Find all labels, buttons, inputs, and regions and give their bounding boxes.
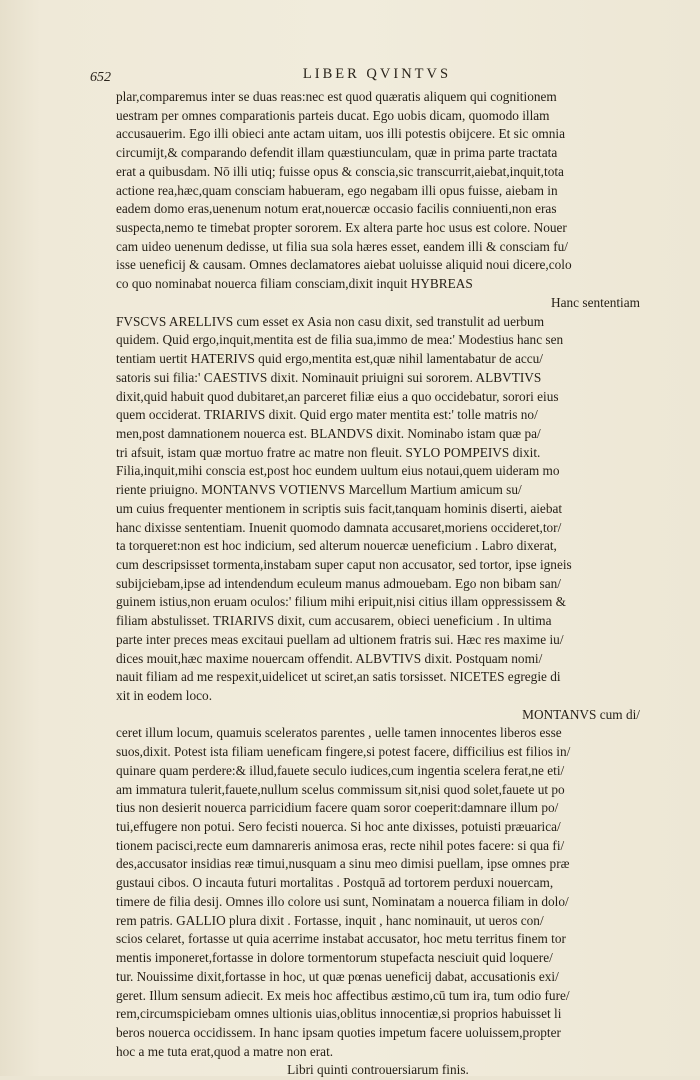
- text-line: circumijt,& comparando defendit illam quæstiunculam, quæ in prima parte tractata: [116, 145, 558, 161]
- text-line: tui,effugere non potui. Sero fecisti nouerca. Si hoc ante dixisses, potuisti præuarica/: [116, 819, 561, 835]
- text-line: cum descripsisset tormenta,instabam super caput non accusator, sed tortor, ipse igneis: [116, 556, 572, 572]
- text-line: suspecta,nemo te timebat propter sororem. Ex altera parte hoc usus est colore. Nouer: [116, 220, 567, 236]
- page-number: 652: [90, 70, 111, 85]
- text-line: cam uideo uenenum dedisse, ut filia sua sola hæres esset, eandem illi & consciam fu/: [116, 238, 568, 254]
- text-line: tentiam uertit HATERIVS quid ergo,mentita est,quæ nihil lamentabatur de accu/: [116, 351, 543, 367]
- running-head: LIBER QVINTVS: [302, 66, 452, 82]
- text-line: parte inter preces meas excitaui puellam ad ultionem fratris sui. Hæc res maxime iu/: [116, 631, 564, 647]
- text-line: quem occiderat. TRIARIVS dixit. Quid ergo mater mentita est:' tolle matris no/: [116, 407, 538, 423]
- text-line: guinem istius,non eruam oculos:' filium mihi eripuit,nisi citius illam oppressissem &: [116, 594, 567, 610]
- text-line: ceret illum locum, quamuis sceleratos parentes , uelle tamen innocentes liberos esse: [116, 725, 562, 741]
- text-line: am immatura tulerit,fauete,nullum scelus commissum sit,nisi quod solet,fauete ut po: [116, 781, 565, 797]
- text-line: dices mouit,hæc maxime nouercam offendit. ALBVTIVS dixit. Postquam nomi/: [116, 650, 543, 666]
- text-line: uestram per omnes comparationis parteis ducat. Ego uobis dicam, quomodo illam: [116, 107, 550, 123]
- text-line: quidem. Quid ergo,inquit,mentita est de filia sua,immo de mea:' Modestius hanc sen: [116, 332, 564, 348]
- text-line: hanc dixisse sententiam. Inuenit quomodo damnata accusaret,moriens occideret,tor/: [116, 519, 562, 535]
- text-line: scios celaret, fortasse ut quia acerrime instabat accusator, hoc metu territus finem tor: [116, 931, 566, 947]
- text-line: isse ueneficij & causam. Omnes declamatores aiebat uoluisse aliquid noui dicere,colo: [116, 257, 572, 273]
- text-line: beros nouerca occidissem. In hanc ipsam quoties impetum facere uoluissem,propter: [116, 1024, 561, 1040]
- text-line: quinare quam perdere:& illud,fauete seculo iudices,cum ingentia scelera ferat,ne eti/: [116, 762, 565, 778]
- text-line: erat a quibusdam. Nō illi utiq; fuisse opus & conscia,sic transcurrit,aiebat,inquit,tota: [116, 163, 564, 179]
- text-line: MONTANVS cum di/: [522, 706, 640, 722]
- text-line: riente priuigno. MONTANVS VOTIENVS Marcellum Martium amicum su/: [116, 482, 522, 498]
- text-line: satoris sui filia:' CAESTIVS dixit. Nominauit priuigni sui sororem. ALBVTIVS: [116, 369, 542, 385]
- text-line: FVSCVS ARELLIVS cum esset ex Asia non casu dixit, sed transtulit ad uerbum: [116, 313, 545, 329]
- text-line: nauit filiam ad me respexit,uidelicet ut sciret,an satis torsisset. NICETES egregie di: [116, 669, 561, 685]
- text-line: ta torqueret:non est hoc indicium, sed alterum nouercæ ueneficium . Labro dixerat,: [116, 538, 557, 554]
- text-line: tur. Nouissime dixit,fortasse in hoc, ut quæ pœnas ueneficij dabat, accusationis exi/: [116, 968, 559, 984]
- text-line: filiam abstulisset. TRIARIVS dixit, cum accusarem, obieci ueneficium . In ultima: [116, 613, 552, 629]
- text-line: gustaui cibos. O incauta futuri mortalitas . Postquā ad tortorem perduxi nouercam,: [116, 875, 554, 891]
- text-line: timere de filia desij. Omnes illo colore usi sunt, Nominatam a nouerca filiam in dolo/: [116, 893, 569, 909]
- text-line: rem,circumspiciebam omnes ultionis uias,oblitus innocentiæ,si proprios habuisset li: [116, 1006, 562, 1022]
- text-line: eadem domo eras,uenenum notum erat,nouercæ occasio facilis conniuenti,non eras: [116, 201, 557, 217]
- text-line: tionem pacisci,recte eum damnareris animosa eras, recte nihil potes facere: si qua fi/: [116, 837, 565, 853]
- text-line: co quo nominabat nouerca filiam consciam,dixit inquit HYBREAS: [116, 276, 473, 292]
- text-line: Filia,inquit,mihi conscia est,post hoc eundem uultum eius notaui,quem uideram mo: [116, 463, 560, 479]
- text-line: accusauerim. Ego illi obieci ante actam uitam, uos illi potestis obijcere. Et sic omnia: [116, 126, 566, 142]
- text-line: hoc a me tuta erat,quod a matre non erat.: [116, 1043, 334, 1059]
- text-line: dixit,quid habuit quod dubitaret,an parceret filiæ eius a quo occidebatur, sorori eius: [116, 388, 559, 404]
- text-line: subijciebam,ipse ad intendendum eculeum manus admouebam. Ego non bibam san/: [116, 575, 561, 591]
- text-line: xit in eodem loco.: [116, 688, 213, 703]
- colophon-line: Libri quinti controuersiarum finis.: [287, 1062, 469, 1078]
- text-line: geret. Illum sensum adiecit. Ex meis hoc affectibus æstimo,cū tum ira, tum odio fure/: [116, 987, 570, 1003]
- text-line: tius non desierit nouerca parricidium facere quam soror coeperit:damnare illum po/: [116, 800, 559, 816]
- text-line: tri afsuit, istam quæ mortuo fratre ac matre non fleuit. SYLO POMPEIVS dixit.: [116, 444, 541, 460]
- text-line: um cuius frequenter mentionem in scriptis suis facit,tanquam hominis diserti, aiebat: [116, 500, 563, 516]
- text-line: suos,dixit. Potest ista filiam ueneficam fingere,si potest facere, difficilius est filios in/: [116, 744, 571, 760]
- text-line: actione rea,hæc,quam consciam habueram, ego negabam illi opus fuisse, aiebam in: [116, 182, 558, 198]
- body-text: [116, 88, 640, 1080]
- text-line: des,accusator insidias reæ timui,nusquam a sinu meo dimisi puellam, ipse omnes præ: [116, 856, 570, 872]
- text-line: men,post damnationem nouerca est. BLANDVS dixit. Nominabo istam quæ pa/: [116, 425, 541, 441]
- text-line: rem patris. GALLIO plura dixit . Fortasse, inquit , hanc nominauit, ut ueros con/: [116, 912, 544, 928]
- text-line: mentis imponeret,fortasse in dolore tormentorum stupefacta nesciuit quid loquere/: [116, 950, 553, 966]
- text-line: Hanc sententiam: [551, 294, 640, 310]
- text-line: plar,comparemus inter se duas reas:nec est quod quæratis aliquem qui cognitionem: [116, 89, 557, 104]
- page-header: [90, 66, 638, 88]
